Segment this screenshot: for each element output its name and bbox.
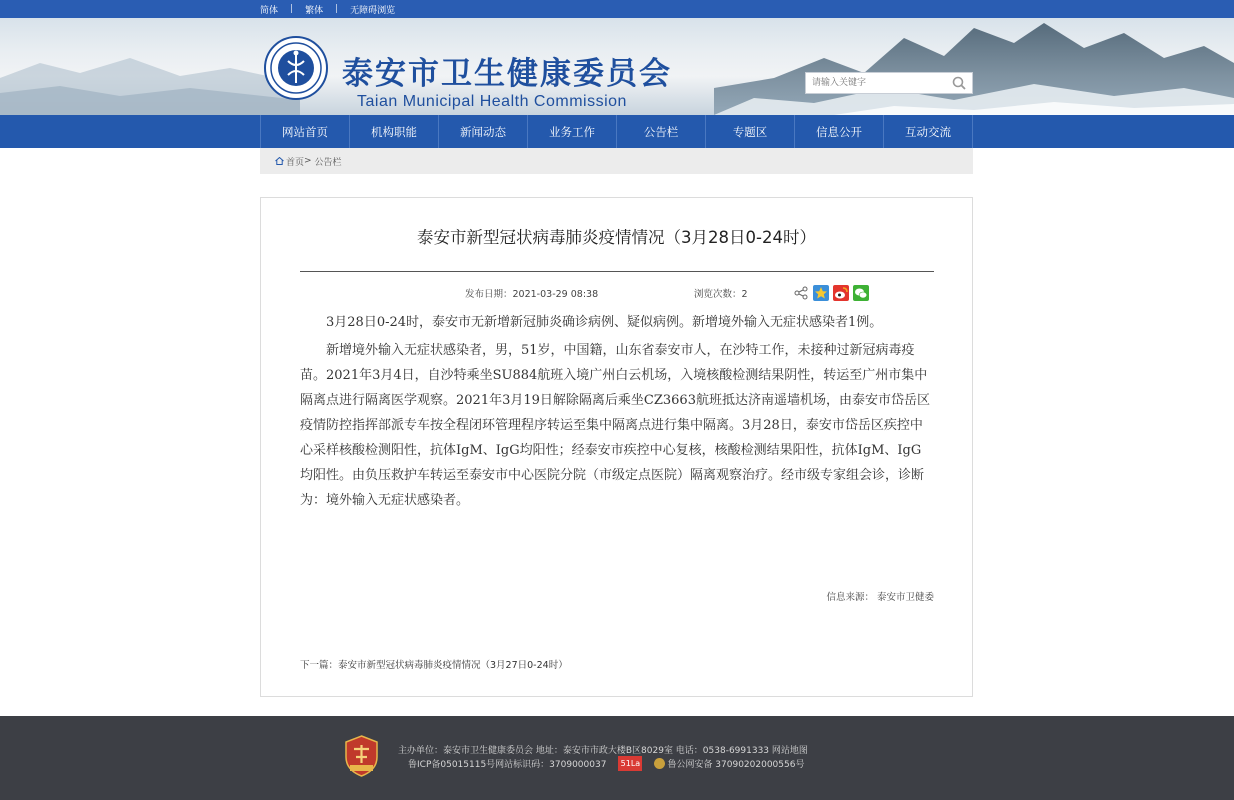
site-header: [0, 18, 1234, 115]
icp-link[interactable]: 鲁ICP备05015115号网站标识码：3709000037: [408, 760, 607, 770]
search-input[interactable]: [806, 73, 948, 93]
home-icon: [275, 157, 284, 165]
share-bar: [793, 285, 869, 301]
site-title-english: Taian Municipal Health Commission: [357, 93, 627, 110]
weibo-share-icon[interactable]: [833, 285, 849, 301]
article-panel: [260, 197, 973, 697]
site-title-chinese: 泰安市卫生健康委员会: [342, 56, 672, 92]
party-government-badge-icon[interactable]: [344, 735, 379, 777]
51la-stats-icon[interactable]: 51La: [618, 756, 642, 771]
search-box: [805, 72, 973, 94]
footer-registration-info: [408, 756, 804, 771]
site-footer: [0, 716, 1234, 800]
nav-item-interaction[interactable]: 互动交流: [884, 115, 973, 148]
commission-emblem-logo: [263, 35, 329, 101]
public-security-record-link[interactable]: 鲁公网安备 37090202000556号: [667, 760, 805, 770]
article-paragraph: 新增境外输入无症状感染者，男，51岁，中国籍，山东省泰安市人，在沙特工作，未接种过新冠病毒疫苗。2021年3月4日，自沙特乘坐SU884航班入境广州白云机场，入境核酸检测结果阴性，转运至广州市集中隔离点进行隔离医学观察。2021年3月19日解除隔离后乘坐CZ3663航班抵达济南遥墙机场，由泰安市岱岳区疫情防控指挥部派专车按全程闭环管理程序转运至集中隔离点进行集中隔离。3月28日，泰安市岱岳区疾控中心采样核酸检测阳性，抗体IgM、IgG均阳性；经泰安市疾控中心复核，核酸检测结果阳性，抗体IgM、IgG均阳性。由负压救护车转运至泰安市中心医院分院（市级定点医院）隔离观察治疗。经市级专家组会诊，诊断为：境外输入无症状感染者。: [300, 343, 930, 508]
top-utility-bar: [0, 0, 1234, 18]
wechat-share-icon[interactable]: [853, 285, 869, 301]
article-paragraph: 3月28日0-24时，泰安市无新增新冠肺炎确诊病例、疑似病例。新增境外输入无症状感染者1例。: [326, 315, 883, 330]
article-body: [300, 310, 934, 516]
view-count: 浏览次数：2: [694, 289, 748, 300]
traditional-chinese-link[interactable]: 繁体: [305, 5, 324, 16]
police-badge-icon: [654, 758, 665, 769]
article-title: 泰安市新型冠状病毒肺炎疫情情况（3月28日0-24时）: [417, 228, 816, 247]
language-links: [260, 0, 395, 18]
breadcrumb-home-link[interactable]: 首页: [286, 157, 305, 168]
nav-item-disclosure[interactable]: 信息公开: [795, 115, 884, 148]
qzone-share-icon[interactable]: [813, 285, 829, 301]
breadcrumb: [260, 148, 973, 174]
next-article-link[interactable]: 下一篇：泰安市新型冠状病毒肺炎疫情情况（3月27日0-24时）: [300, 660, 568, 671]
title-divider: [300, 271, 934, 272]
footer-organizer-info: 主办单位：泰安市卫生健康委员会 地址：泰安市市政大楼B区8029室 电话：0538-6991333 网站地图: [398, 746, 808, 756]
breadcrumb-current-link[interactable]: 公告栏: [314, 157, 342, 168]
search-icon[interactable]: [948, 73, 970, 93]
separator: |: [335, 4, 339, 14]
nav-item-home[interactable]: 网站首页: [261, 115, 350, 148]
publish-date: 发布日期：2021-03-29 08:38: [465, 289, 599, 300]
share-icon[interactable]: [793, 285, 809, 301]
nav-item-functions[interactable]: 机构职能: [350, 115, 439, 148]
simplified-chinese-link[interactable]: 简体: [260, 5, 279, 16]
breadcrumb-separator: >: [304, 156, 312, 166]
nav-item-announcements[interactable]: 公告栏: [617, 115, 706, 148]
separator: |: [290, 4, 294, 14]
header-mountain-scenery: [714, 18, 1234, 115]
nav-item-news[interactable]: 新闻动态: [439, 115, 528, 148]
header-background-left: [0, 18, 300, 115]
nav-item-topics[interactable]: 专题区: [706, 115, 795, 148]
main-navigation: [0, 115, 1234, 148]
info-source: 信息来源： 泰安市卫健委: [826, 592, 934, 603]
accessible-browsing-link[interactable]: 无障碍浏览: [350, 5, 396, 16]
nav-item-business[interactable]: 业务工作: [528, 115, 617, 148]
